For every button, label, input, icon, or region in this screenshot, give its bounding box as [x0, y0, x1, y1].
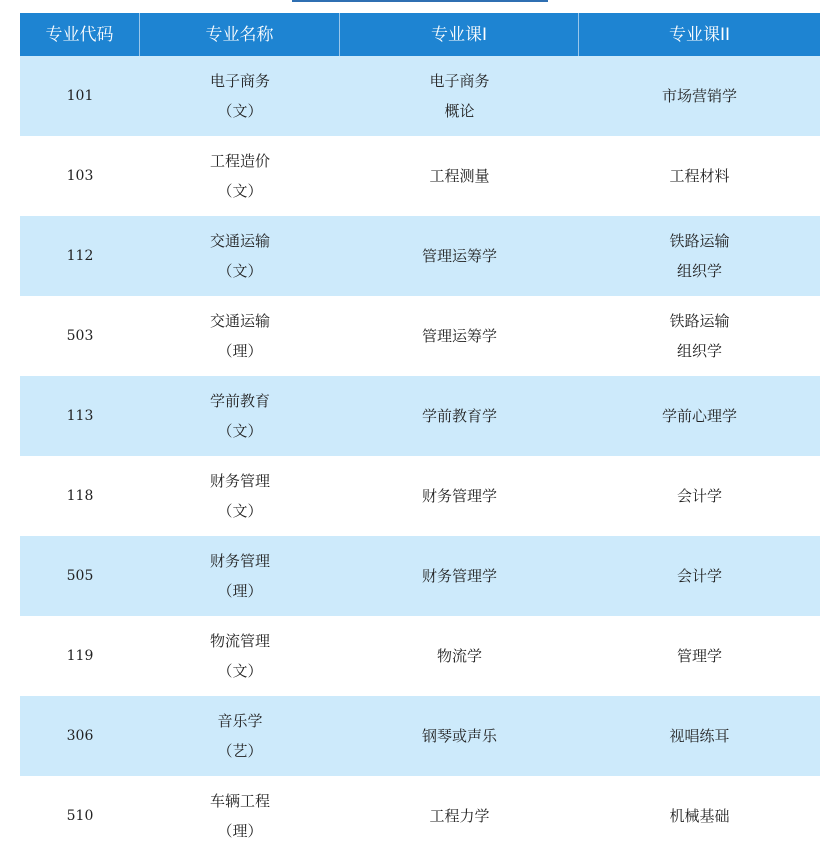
major-code-cell: 510	[66, 808, 94, 824]
major-name-cell	[140, 216, 340, 296]
header-major-code: 专业代码	[20, 13, 140, 56]
major-course-table	[20, 13, 820, 856]
course-1-line: 管理运筹学	[421, 327, 497, 345]
major-name-line: （文）	[217, 182, 263, 200]
major-name-line: 财务管理	[209, 472, 270, 490]
major-name-cell	[140, 376, 340, 456]
course-2-line: 市场营销学	[661, 87, 737, 105]
table-row	[20, 56, 820, 136]
course-2-line: 学前心理学	[661, 407, 737, 425]
major-name-cell	[140, 696, 340, 776]
top-decorative-strip	[292, 0, 548, 2]
course-2-line: 组织学	[676, 342, 722, 360]
major-name-line: 财务管理	[209, 552, 270, 570]
course-1-cell	[340, 56, 579, 136]
course-2-line: 视唱练耳	[669, 727, 730, 745]
major-name-line: （文）	[217, 662, 263, 680]
major-name-line: 交通运输	[209, 232, 270, 250]
table-row	[20, 296, 820, 376]
course-2-line: 会计学	[676, 487, 722, 505]
major-name-line: （理）	[217, 582, 263, 600]
major-name-line: （文）	[217, 422, 263, 440]
major-code-cell: 505	[66, 568, 94, 584]
course-2-cell	[579, 56, 820, 136]
course-1-cell	[340, 456, 579, 536]
major-name-line: 交通运输	[209, 312, 270, 330]
course-1-cell	[340, 776, 579, 856]
course-1-line: 概论	[444, 102, 475, 120]
major-name-cell	[140, 616, 340, 696]
course-1-cell	[340, 136, 579, 216]
table-body	[20, 56, 820, 856]
table-row	[20, 696, 820, 776]
major-name-cell	[140, 56, 340, 136]
course-2-line: 会计学	[676, 567, 722, 585]
major-name-line: 车辆工程	[209, 792, 270, 810]
header-course-1: 专业课I	[340, 13, 579, 56]
course-1-cell	[340, 696, 579, 776]
course-1-line: 物流学	[436, 647, 482, 665]
major-name-line: 音乐学	[217, 712, 263, 730]
major-code-cell: 503	[66, 328, 94, 344]
course-2-cell	[579, 456, 820, 536]
course-2-cell	[579, 616, 820, 696]
major-name-line: （文）	[217, 262, 263, 280]
major-name-line: （艺）	[217, 742, 263, 760]
course-2-line: 铁路运输	[669, 232, 730, 250]
course-1-line: 电子商务	[429, 72, 490, 90]
major-code-cell: 118	[66, 488, 94, 504]
header-major-name: 专业名称	[140, 13, 340, 56]
major-name-line: （文）	[217, 502, 263, 520]
major-name-cell	[140, 296, 340, 376]
course-1-line: 学前教育学	[421, 407, 497, 425]
major-name-cell	[140, 136, 340, 216]
course-1-line: 工程测量	[429, 167, 490, 185]
major-name-line: 学前教育	[209, 392, 270, 410]
course-1-line: 管理运筹学	[421, 247, 497, 265]
course-2-line: 铁路运输	[669, 312, 730, 330]
major-name-line: 工程造价	[209, 152, 270, 170]
course-1-line: 钢琴或声乐	[421, 727, 497, 745]
course-2-cell	[579, 376, 820, 456]
major-name-line: 物流管理	[209, 632, 270, 650]
course-1-line: 财务管理学	[421, 567, 497, 585]
table-header-row	[20, 13, 820, 56]
course-2-cell	[579, 776, 820, 856]
course-1-cell	[340, 376, 579, 456]
header-course-2: 专业课II	[668, 24, 731, 45]
course-1-line: 财务管理学	[421, 487, 497, 505]
major-name-line: 电子商务	[209, 72, 270, 90]
course-2-line: 管理学	[676, 647, 722, 665]
major-code-cell: 119	[66, 648, 94, 664]
major-code-cell: 306	[66, 728, 94, 744]
major-name-cell	[140, 776, 340, 856]
table-row	[20, 616, 820, 696]
course-1-line: 工程力学	[429, 807, 490, 825]
course-2-line: 工程材料	[669, 167, 730, 185]
course-1-cell	[340, 296, 579, 376]
course-2-cell	[579, 216, 820, 296]
major-name-line: （文）	[217, 102, 263, 120]
table-row	[20, 216, 820, 296]
table-row	[20, 136, 820, 216]
table-row	[20, 456, 820, 536]
course-2-cell	[579, 136, 820, 216]
major-name-cell	[140, 536, 340, 616]
course-2-cell	[579, 296, 820, 376]
course-2-line: 机械基础	[669, 807, 730, 825]
major-name-line: （理）	[217, 342, 263, 360]
major-name-cell	[140, 456, 340, 536]
major-name-line: （理）	[217, 822, 263, 840]
course-2-cell	[579, 536, 820, 616]
course-1-cell	[340, 536, 579, 616]
major-code-cell: 103	[66, 168, 94, 184]
course-2-line: 组织学	[676, 262, 722, 280]
course-2-cell	[579, 696, 820, 776]
course-1-cell	[340, 616, 579, 696]
major-code-cell: 101	[66, 88, 94, 104]
table-row	[20, 536, 820, 616]
table-row	[20, 776, 820, 856]
major-code-cell: 113	[66, 408, 94, 424]
course-1-cell	[340, 216, 579, 296]
table-row	[20, 376, 820, 456]
major-code-cell: 112	[66, 248, 94, 264]
